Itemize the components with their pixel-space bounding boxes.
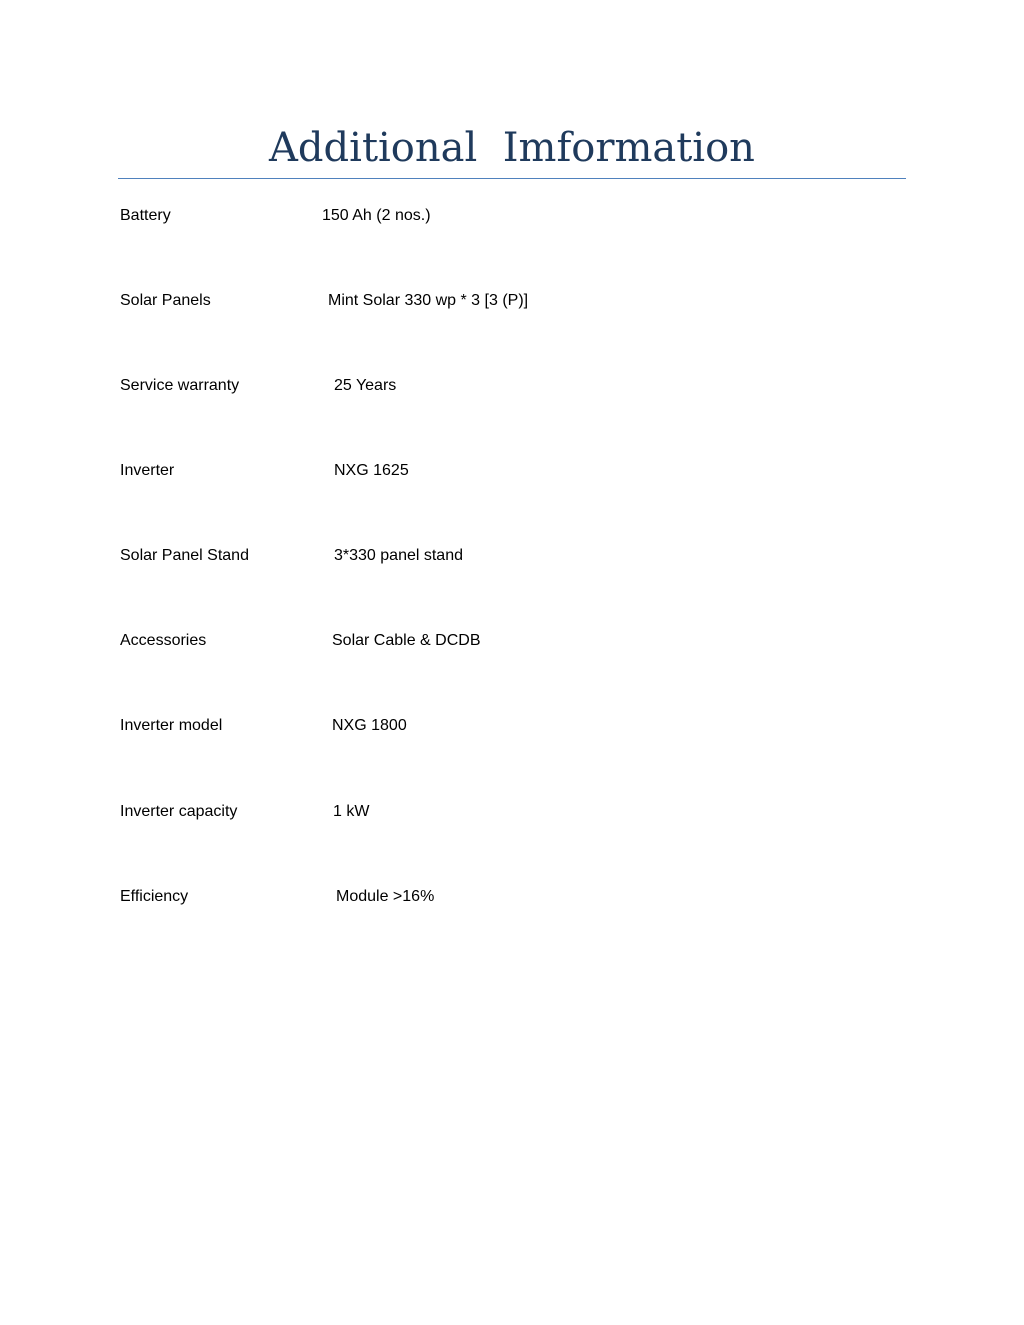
spec-row-inverter [0,459,1024,483]
spec-label: Inverter capacity [120,803,238,820]
spec-value: Mint Solar 330 wp * 3 [3 (P)] [328,292,529,309]
spec-value: NXG 1800 [332,717,407,734]
spec-row-inverter-capacity [0,800,1024,824]
spec-row-efficiency [0,885,1024,909]
spec-value: 1 kW [333,803,370,820]
spec-label: Solar Panels [120,292,211,309]
title-underline [118,178,906,179]
spec-row-solar-panels [0,289,1024,313]
spec-label: Accessories [120,632,207,649]
spec-label: Battery [120,207,171,224]
spec-value: Module >16% [336,888,435,905]
spec-value: 3*330 panel stand [334,547,463,564]
spec-row-service-warranty [0,374,1024,398]
spec-label: Service warranty [120,377,240,394]
spec-value: 25 Years [334,377,397,394]
spec-row-solar-panel-stand [0,544,1024,568]
spec-row-inverter-model [0,714,1024,738]
spec-label: Inverter [120,462,175,479]
spec-label: Solar Panel Stand [120,547,249,564]
spec-label: Efficiency [120,888,189,905]
spec-value: Solar Cable & DCDB [332,632,481,649]
spec-row-accessories [0,629,1024,653]
spec-value: 150 Ah (2 nos.) [322,207,431,224]
spec-value: NXG 1625 [334,462,409,479]
spec-label: Inverter model [120,717,223,734]
page-title: Additional Imformation [269,125,755,171]
spec-row-battery [0,204,1024,228]
